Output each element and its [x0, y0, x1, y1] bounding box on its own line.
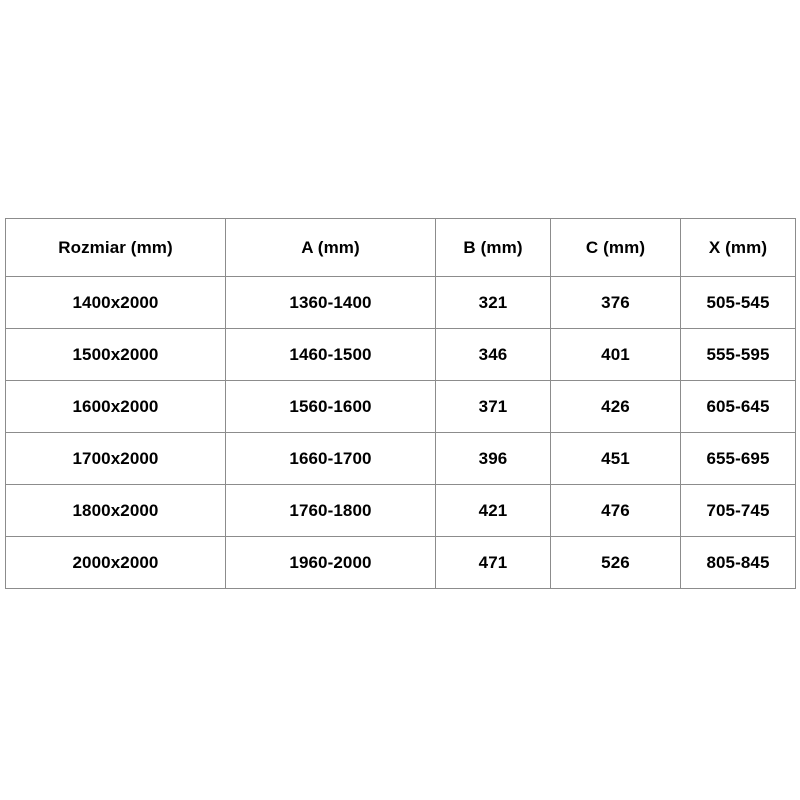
cell-c: 401 — [551, 329, 681, 381]
cell-c: 526 — [551, 537, 681, 589]
cell-c: 376 — [551, 277, 681, 329]
table-header — [6, 219, 796, 277]
cell-b: 321 — [436, 277, 551, 329]
cell-a: 1660-1700 — [226, 433, 436, 485]
cell-a: 1360-1400 — [226, 277, 436, 329]
cell-size: 1400x2000 — [6, 277, 226, 329]
table-row — [6, 537, 796, 589]
cell-size: 1500x2000 — [6, 329, 226, 381]
cell-size: 1600x2000 — [6, 381, 226, 433]
cell-x: 655-695 — [681, 433, 796, 485]
cell-a: 1760-1800 — [226, 485, 436, 537]
cell-b: 371 — [436, 381, 551, 433]
table-row — [6, 381, 796, 433]
cell-x: 555-595 — [681, 329, 796, 381]
cell-x: 605-645 — [681, 381, 796, 433]
column-header-rozmiar: Rozmiar (mm) — [6, 219, 226, 277]
cell-x: 805-845 — [681, 537, 796, 589]
cell-c: 426 — [551, 381, 681, 433]
cell-c: 451 — [551, 433, 681, 485]
column-header-c: C (mm) — [551, 219, 681, 277]
cell-a: 1960-2000 — [226, 537, 436, 589]
cell-size: 1700x2000 — [6, 433, 226, 485]
table-header-row — [6, 219, 796, 277]
table-row — [6, 277, 796, 329]
cell-size: 2000x2000 — [6, 537, 226, 589]
dimensions-table-wrapper — [5, 218, 795, 589]
column-header-a: A (mm) — [226, 219, 436, 277]
cell-x: 505-545 — [681, 277, 796, 329]
cell-size: 1800x2000 — [6, 485, 226, 537]
table-body — [6, 277, 796, 589]
column-header-b: B (mm) — [436, 219, 551, 277]
cell-b: 421 — [436, 485, 551, 537]
cell-b: 396 — [436, 433, 551, 485]
table-row — [6, 329, 796, 381]
cell-b: 346 — [436, 329, 551, 381]
column-header-x: X (mm) — [681, 219, 796, 277]
cell-b: 471 — [436, 537, 551, 589]
cell-a: 1560-1600 — [226, 381, 436, 433]
table-row — [6, 485, 796, 537]
cell-x: 705-745 — [681, 485, 796, 537]
dimensions-table — [5, 218, 796, 589]
cell-c: 476 — [551, 485, 681, 537]
cell-a: 1460-1500 — [226, 329, 436, 381]
table-row — [6, 433, 796, 485]
